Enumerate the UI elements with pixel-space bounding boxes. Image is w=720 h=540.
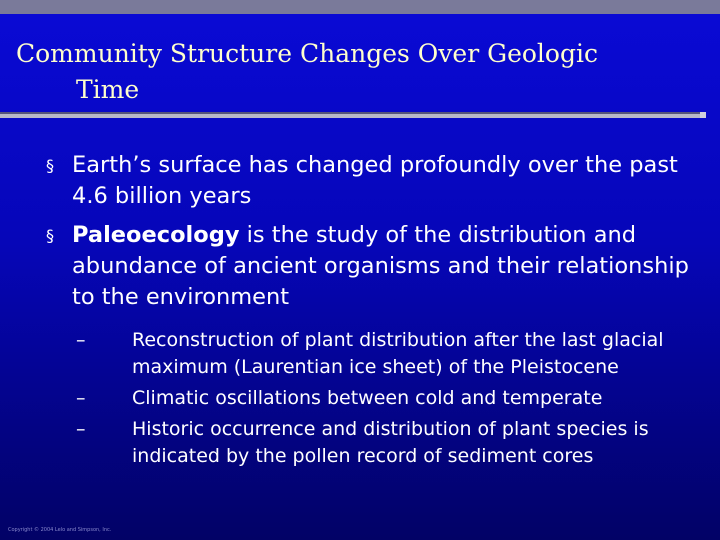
title-rule [0,114,700,118]
bullet-text: Earth’s surface has changed profoundly over the past 4.6 billion years [72,152,678,209]
bullet-item [46,220,706,313]
sub-bullet-text: Climatic oscillations between cold and temperate [132,387,603,409]
copyright-notice: Copyright © 2004 Lelo and Simpson, Inc. [8,527,112,533]
sub-bullet-text: Reconstruction of plant distribution after the last glacial maximum (Laurentian ice sheet) of the Pleistocene [132,329,664,378]
bullet-marker: § [46,226,54,245]
sub-bullet-marker: – [76,418,86,440]
sub-bullet-marker: – [76,387,86,409]
sub-bullet-marker: – [76,329,86,351]
bullet-marker: § [46,156,54,175]
bullet-text: is the study of the distribution and abundance of ancient organisms and their relationship to the environment [72,222,689,310]
slide-body [46,150,706,474]
bullet-bold-term: Paleoecology [72,222,240,248]
sub-bullet-text: Historic occurrence and distribution of plant species is indicated by the pollen record of sediment cores [132,418,649,467]
sub-bullet-item [76,327,706,381]
top-bar [0,0,720,14]
sub-bullet-item [76,385,706,412]
sub-bullet-list [46,327,706,470]
sub-bullet-item [76,416,706,470]
slide-title [16,36,676,108]
title-line-1: Community Structure Changes Over Geologic [16,39,598,68]
title-line-2: Time [76,75,140,104]
bullet-item [46,150,706,212]
title-rule-end [700,112,706,118]
